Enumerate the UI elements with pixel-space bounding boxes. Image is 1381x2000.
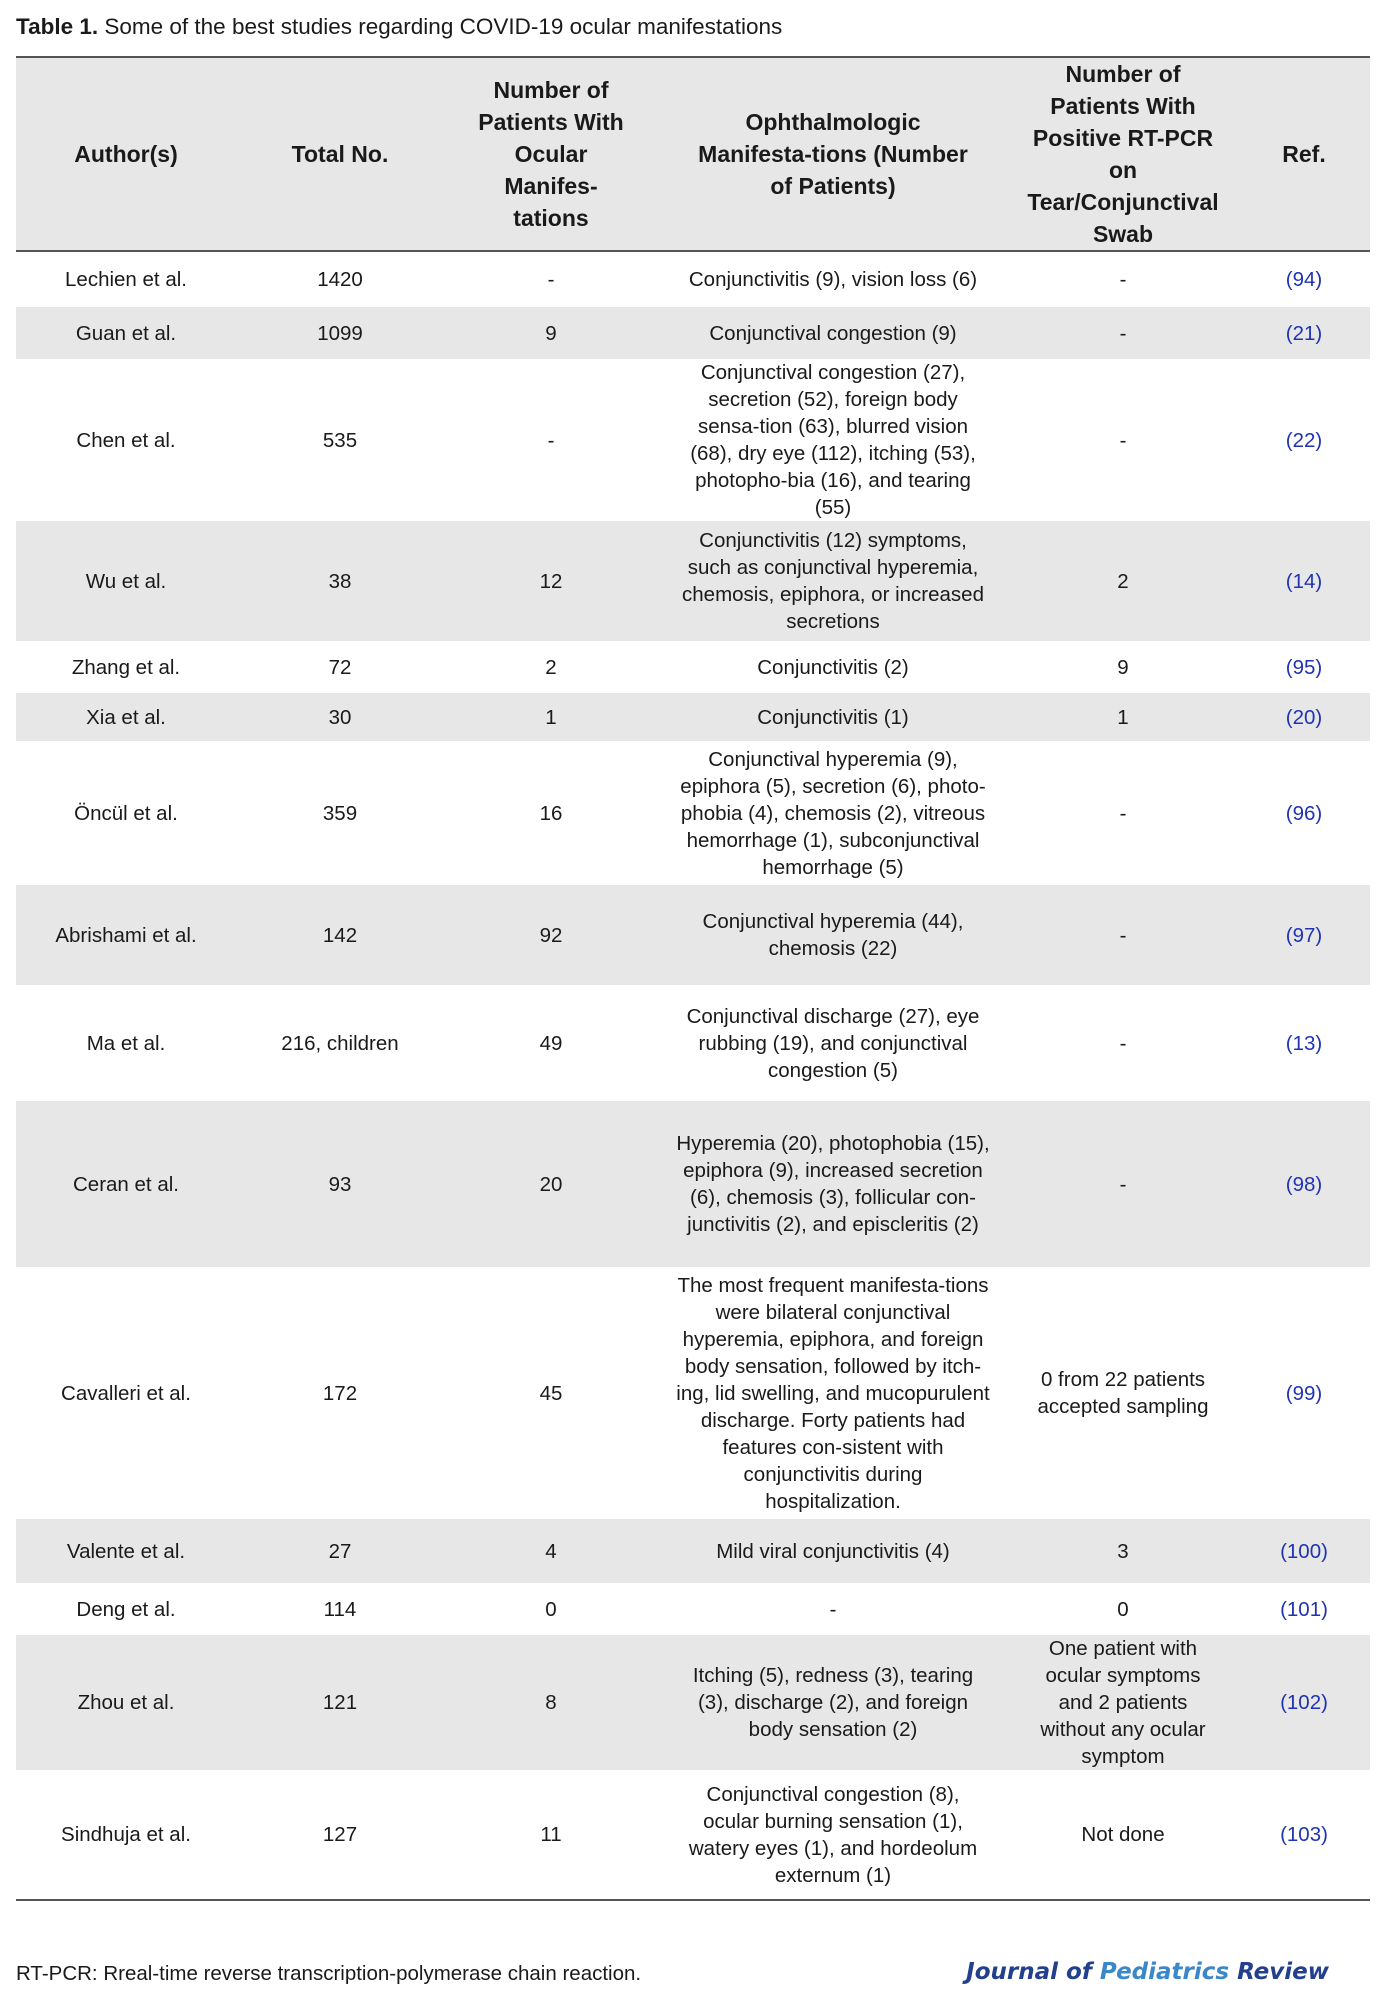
cell-author: Ma et al. [86, 1031, 166, 1055]
cell-total: 535 [322, 428, 358, 452]
cell-rtpcr: 1 [1008, 693, 1238, 741]
cell-author: Wu et al. [16, 521, 236, 641]
cell-rtpcr: - [1008, 885, 1238, 985]
cell-total: 27 [236, 1519, 444, 1583]
cell-rtpcr: One patient with ocular symptoms and 2 patients without any ocular symptom [1008, 1635, 1238, 1770]
cell-ocular: 20 [444, 1101, 658, 1267]
cell-rtpcr: - [1008, 1101, 1238, 1267]
cell-manifestations: Conjunctivitis (12) symptoms, such as conjunctival hyperemia, chemosis, epiphora, or increased secretions [658, 521, 1008, 641]
cell-total: 72 [328, 655, 352, 679]
cell-rtpcr: 3 [1008, 1519, 1238, 1583]
journal-logo: Journal of Pediatrics Review [966, 1959, 1329, 1985]
cell-author: Deng et al. [76, 1597, 176, 1621]
cell-total: 121 [236, 1635, 444, 1770]
cell-manifestations: Itching (5), redness (3), tearing (3), discharge (2), and foreign body sensation (2) [658, 1635, 1008, 1770]
header-author: Author(s) [16, 57, 236, 251]
table-row [16, 1770, 1370, 1900]
cell-ref: (22) [1285, 428, 1323, 452]
cell-manifestations: Conjunctivitis (1) [658, 693, 1008, 741]
cell-manifestations: Mild viral conjunctivitis (4) [658, 1519, 1008, 1583]
covid-ocular-table [16, 56, 1370, 1901]
table-row [16, 1519, 1370, 1583]
table-row [16, 307, 1370, 359]
cell-total: 127 [236, 1770, 444, 1900]
cell-manifestations: Hyperemia (20), photophobia (15), epiphora (9), increased secretion (6), chemosis (3), follicular con-junctivitis (2), and episcleritis (2) [658, 1101, 1008, 1267]
cell-ref: (99) [1285, 1381, 1323, 1405]
cell-ocular: 49 [539, 1031, 563, 1055]
cell-ocular: 2 [545, 655, 557, 679]
cell-rtpcr: - [1119, 801, 1127, 825]
cell-author: Chen et al. [76, 428, 176, 452]
cell-author: Lechien et al. [65, 268, 187, 291]
cell-author: Ceran et al. [16, 1101, 236, 1267]
cell-total: 114 [323, 1597, 357, 1621]
cell-author: Öncül et al. [74, 801, 178, 825]
cell-total: 1099 [236, 307, 444, 359]
table-row [16, 1101, 1370, 1267]
cell-total: 216, children [281, 1031, 399, 1055]
cell-rtpcr: - [1119, 1031, 1127, 1055]
cell-rtpcr: 0 [1117, 1597, 1129, 1621]
cell-manifestations: - [829, 1597, 837, 1621]
table-row [16, 521, 1370, 641]
cell-total: 172 [322, 1381, 358, 1405]
cell-ref: (102) [1238, 1635, 1370, 1770]
cell-author: Abrishami et al. [16, 885, 236, 985]
cell-manifestations: Conjunctival congestion (27), secretion (52), foreign body sensa-tion (63), blurred vision (68), dry eye (112), itching (53), photopho-bia (16), and tearing (55) [690, 361, 976, 519]
cell-author: Zhang et al. [71, 655, 181, 679]
footnote: RT-PCR: Rreal-time reverse transcription-polymerase chain reaction. [16, 1962, 642, 1985]
table-row [16, 693, 1370, 741]
cell-rtpcr: 2 [1008, 521, 1238, 641]
cell-ocular: 9 [444, 307, 658, 359]
cell-manifestations: Conjunctival hyperemia (44), chemosis (22) [658, 885, 1008, 985]
cell-author: Xia et al. [16, 693, 236, 741]
cell-author: Sindhuja et al. [16, 1770, 236, 1900]
cell-ocular: 92 [444, 885, 658, 985]
cell-total: 142 [236, 885, 444, 985]
cell-ref: (98) [1238, 1101, 1370, 1267]
cell-author: Guan et al. [16, 307, 236, 359]
cell-ocular: 11 [444, 1770, 658, 1900]
cell-total: 359 [322, 801, 358, 825]
table-row [16, 1583, 1370, 1635]
cell-author: Zhou et al. [16, 1635, 236, 1770]
cell-manifestations: The most frequent manifesta-tions were bilateral conjunctival hyperemia, epiphora, and foreign body sensation, followed by itch-ing, lid swelling, and mucopurulent discharge. Forty patients had features con-sistent with conjunctivitis during hospitalization. [676, 1273, 990, 1513]
cell-ocular: 8 [444, 1635, 658, 1770]
table-row [16, 985, 1370, 1101]
cell-ref: (14) [1238, 521, 1370, 641]
cell-rtpcr: - [1008, 307, 1238, 359]
cell-ocular: 45 [539, 1381, 563, 1405]
table-row [16, 885, 1370, 985]
cell-manifestations: Conjunctivitis (9), vision loss (6) [688, 268, 978, 291]
table-row [16, 1635, 1370, 1770]
cell-manifestations: Conjunctivitis (2) [757, 655, 909, 679]
cell-rtpcr: 0 from 22 patients accepted sampling [1037, 1368, 1209, 1418]
header-ref: Ref. [1238, 57, 1370, 251]
cell-ref: (13) [1285, 1031, 1323, 1055]
cell-ocular: - [547, 268, 555, 291]
cell-ocular: 16 [539, 801, 563, 825]
caption-label: Table 1. [16, 14, 99, 39]
table-caption [16, 12, 782, 42]
cell-author: Valente et al. [16, 1519, 236, 1583]
cell-ocular: 12 [444, 521, 658, 641]
cell-total: 93 [236, 1101, 444, 1267]
cell-manifestations: Conjunctival congestion (9) [658, 307, 1008, 359]
cell-author: Cavalleri et al. [61, 1381, 191, 1405]
cell-ref: (100) [1238, 1519, 1370, 1583]
cell-ref: (21) [1238, 307, 1370, 359]
cell-ref: (94) [1285, 268, 1323, 291]
table-row [16, 1267, 1370, 1519]
cell-total: 30 [236, 693, 444, 741]
table-body [16, 251, 1370, 1900]
table-row [16, 251, 1370, 307]
caption-text: Some of the best studies regarding COVID-19 ocular manifestations [98, 14, 783, 39]
cell-ref: (101) [1280, 1597, 1328, 1621]
cell-manifestations: Conjunctival discharge (27), eye rubbing (19), and conjunctival congestion (5) [686, 1004, 980, 1082]
cell-ref: (96) [1285, 801, 1323, 825]
cell-manifestations: Conjunctival hyperemia (9), epiphora (5), secretion (6), photo-phobia (4), chemosis (2), vitreous hemorrhage (1), subconjunctival hemorrhage (5) [680, 747, 986, 879]
cell-ocular: 0 [545, 1597, 557, 1621]
cell-ref: (20) [1238, 693, 1370, 741]
table-header-row [16, 57, 1370, 251]
cell-ref: (95) [1285, 655, 1323, 679]
cell-manifestations: Conjunctival congestion (8), ocular burning sensation (1), watery eyes (1), and hordeolum externum (1) [658, 1770, 1008, 1900]
cell-rtpcr: - [1119, 268, 1127, 291]
cell-ocular: 4 [444, 1519, 658, 1583]
cell-total: 38 [236, 521, 444, 641]
table-row [16, 741, 1370, 885]
header-rtpcr: Number of Patients With Positive RT-PCR on Tear/Conjunctival Swab [1008, 57, 1238, 251]
header-manifestations: Ophthalmologic Manifesta-tions (Number of Patients) [658, 57, 1008, 251]
header-total: Total No. [236, 57, 444, 251]
header-ocular: Number of Patients With Ocular Manifes-tations [444, 57, 658, 251]
table-row [16, 359, 1370, 521]
cell-total: 1420 [317, 268, 363, 291]
cell-ocular: - [547, 428, 555, 452]
cell-rtpcr: - [1119, 428, 1127, 452]
table-row [16, 641, 1370, 693]
cell-ocular: 1 [444, 693, 658, 741]
cell-ref: (97) [1238, 885, 1370, 985]
cell-ref: (103) [1238, 1770, 1370, 1900]
cell-rtpcr: Not done [1008, 1770, 1238, 1900]
cell-rtpcr: 9 [1117, 655, 1129, 679]
